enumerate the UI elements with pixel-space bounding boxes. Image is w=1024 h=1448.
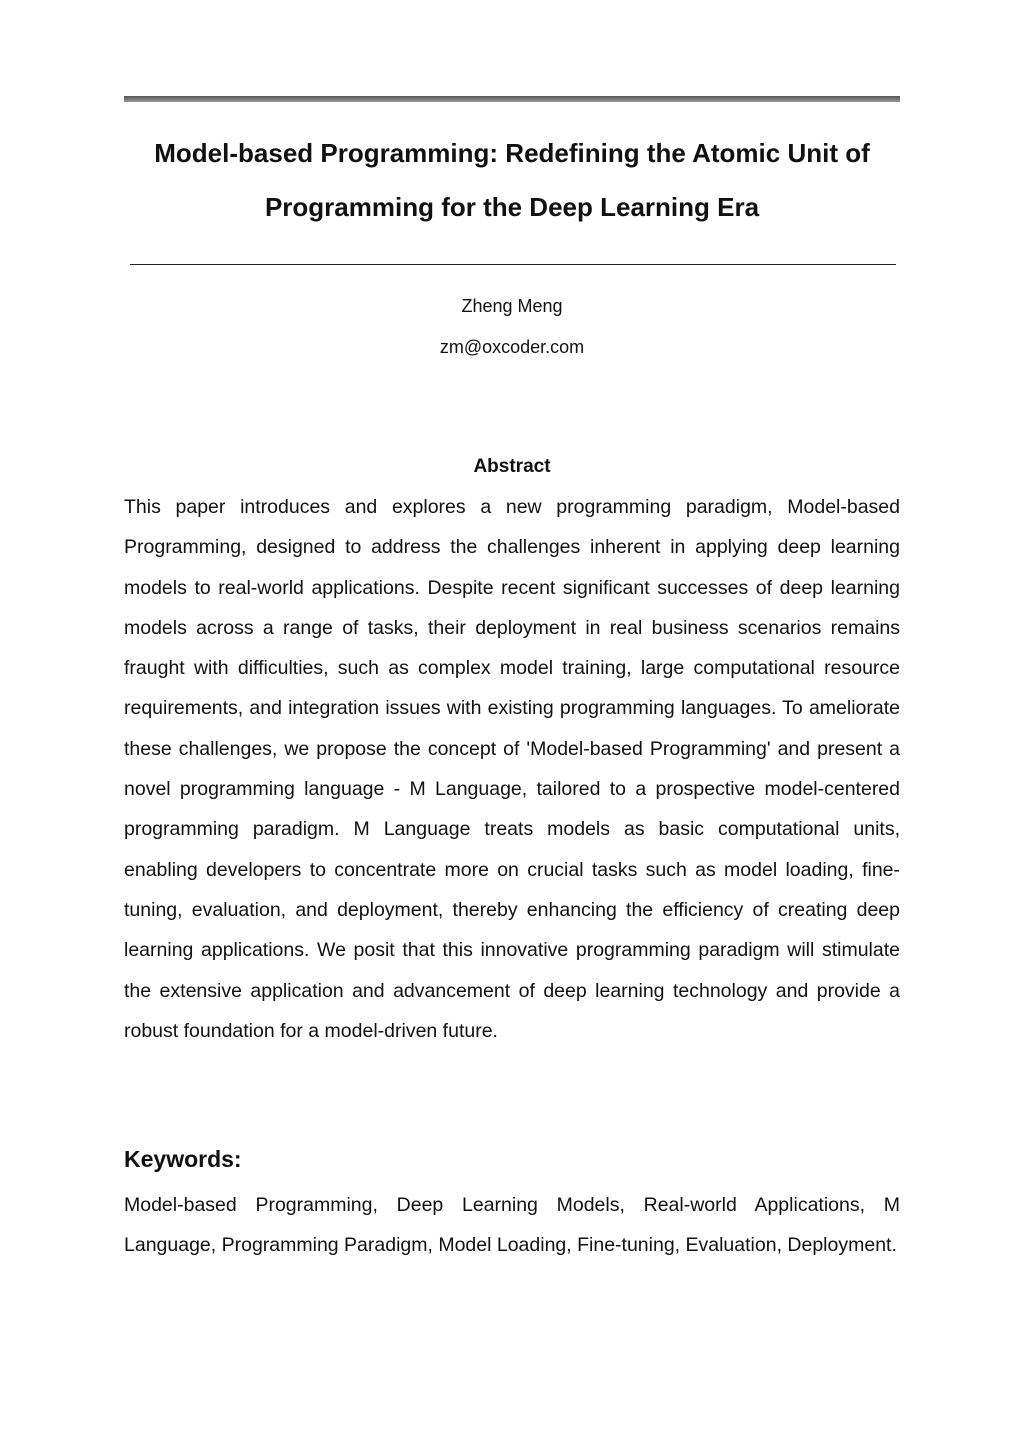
paper-title: Model-based Programming: Redefining the Atomic Unit of Programming for the Deep Learning Era: [154, 138, 870, 222]
keywords-heading: Keywords:: [124, 1146, 242, 1172]
abstract-text: This paper introduces and explores a new programming paradigm, Model-based Programming, designed to address the challenges inherent in applying deep learning models to real-world applications. Despite recent significant successes of deep learning models across a range of tasks, their deployment in real business scenarios remains fraught with difficulties, such as complex model training, large computational resource requirements, and integration issues with existing programming languages. To ameliorate these challenges, we propose the concept of 'Model-based Programming' and present a novel programming language - M Language, tailored to a prospective model-centered programming paradigm. M Language treats models as basic computational units, enabling developers to concentrate more on crucial tasks such as model loading, fine-tuning, evaluation, and deployment, thereby enhancing the efficiency of creating deep learning applications. We posit that this innovative programming paradigm will stimulate the extensive application and advancement of deep learning technology and provide a robust foundation for a model-driven future.: [124, 496, 900, 1042]
abstract-heading: Abstract: [473, 456, 551, 477]
title-divider: [130, 264, 896, 265]
author-email: zm@oxcoder.com: [439, 337, 585, 357]
top-rule: [124, 96, 900, 102]
author-name: Zheng Meng: [461, 296, 563, 316]
keywords-text: Model-based Programming, Deep Learning Models, Real-world Applications, M Language, Programming Paradigm, Model Loading, Fine-tuning, Evaluation, Deployment.: [124, 1194, 900, 1257]
